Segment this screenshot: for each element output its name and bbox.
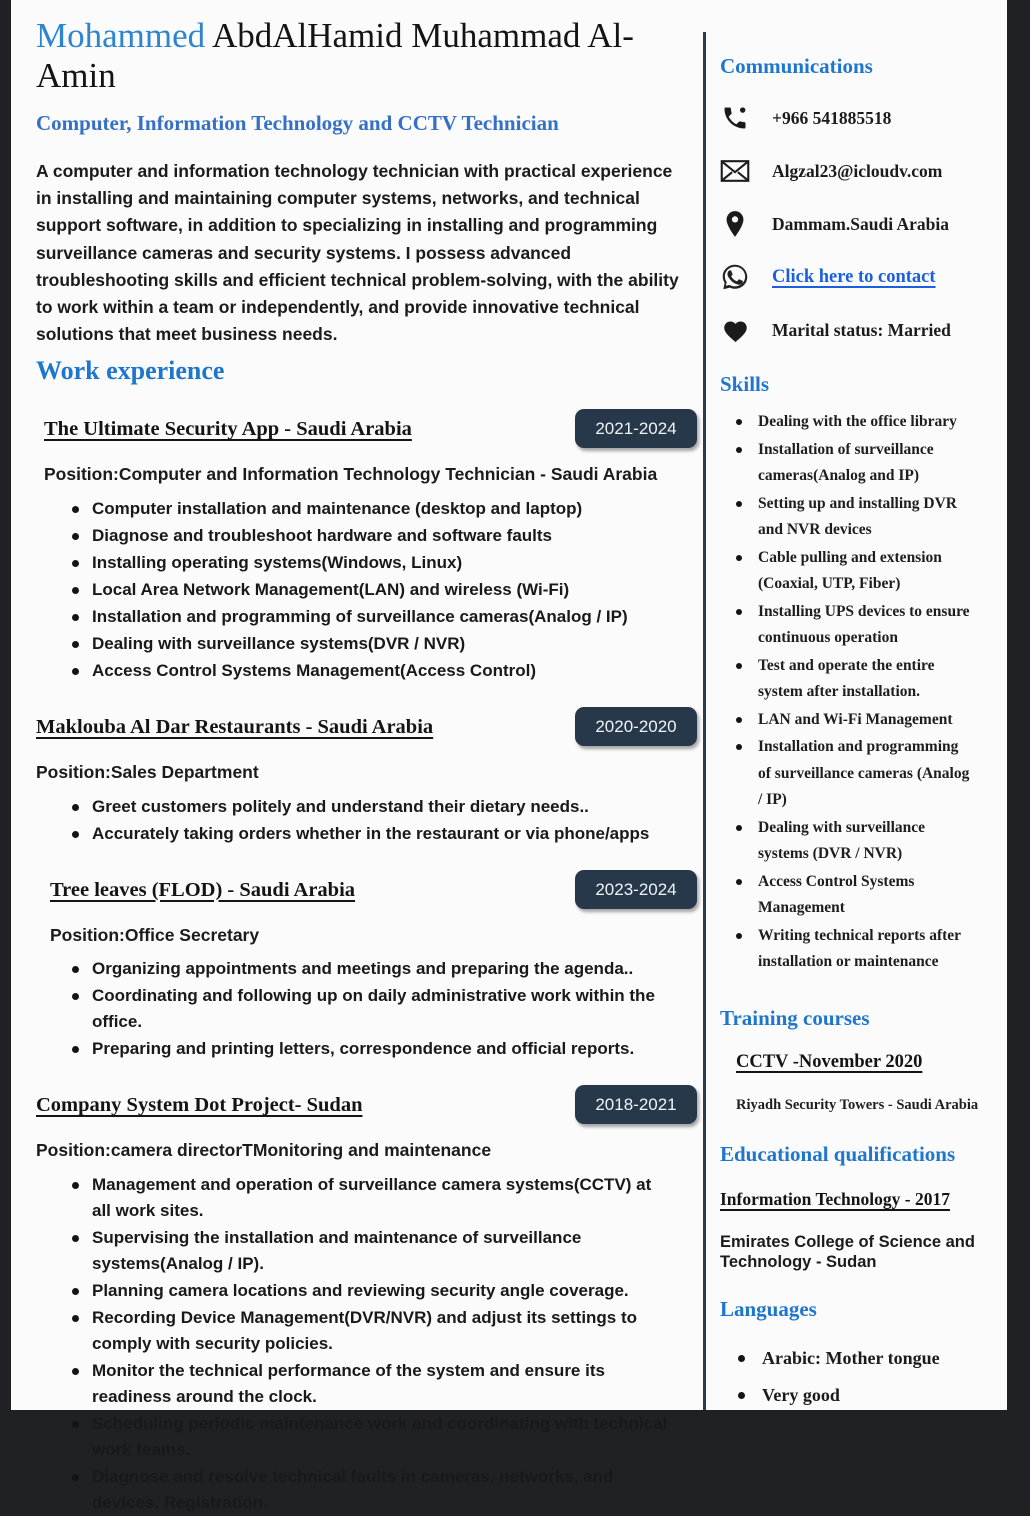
job-header <box>36 870 697 909</box>
contact-row-phone <box>720 104 982 132</box>
name-heading <box>36 16 697 96</box>
job-period-badge: 2018-2021 <box>575 1085 697 1124</box>
job-entry <box>36 707 697 847</box>
sidebar <box>703 32 1030 1410</box>
contact-row-location <box>720 210 982 238</box>
skill-item: Setting up and installing DVR and NVR devices <box>734 491 972 544</box>
job-bullet: Computer installation and maintenance (desktop and laptop) <box>64 496 674 522</box>
skill-item: Dealing with the office library <box>734 409 972 436</box>
skill-item: Installation of surveillance cameras(Analog and IP) <box>734 437 972 490</box>
job-position: Position:Office Secretary <box>50 924 260 945</box>
course-title: CCTV -November 2020 <box>736 1051 923 1072</box>
skill-item: Access Control Systems Management <box>734 869 972 922</box>
job-bullet: Greet customers politely and understand their dietary needs.. <box>64 794 674 820</box>
phone-number: +966 541885518 <box>772 107 892 128</box>
job-bullet: Diagnose and resolve technical faults in cameras, networks, and devices. Registration. <box>64 1464 674 1516</box>
education-heading: Educational qualifications <box>720 1141 956 1166</box>
professional-summary: A computer and information technology technician with practical experience in installing and maintaining computer systems, networks, and technical support software, in addition to specializing in installing and programming surveillance cameras and security systems. I possess advanced troubleshooting skills and efficient technical problem-solving, with the ability to work within a team or independently, and provide innovative technical solutions that meet business needs. <box>36 161 679 345</box>
course-provider: Riyadh Security Towers - Saudi Arabia <box>736 1096 979 1113</box>
email-address: Algzal23@icloudv.com <box>772 160 943 181</box>
skills-heading: Skills <box>720 372 770 396</box>
job-title: Maklouba Al Dar Restaurants - Saudi Arabia <box>36 716 434 739</box>
job-title: The Ultimate Security App - Saudi Arabia <box>44 418 412 441</box>
language-item: Very good <box>736 1383 982 1407</box>
skill-item: Dealing with surveillance systems (DVR / NVR) <box>734 815 972 868</box>
job-bullet: Supervising the installation and maintenance of surveillance systems(Analog / IP). <box>64 1225 674 1277</box>
job-period-badge: 2020-2020 <box>575 707 697 746</box>
job-bullet: Local Area Network Management(LAN) and wireless (Wi-Fi) <box>64 577 674 603</box>
heart-icon <box>720 318 750 343</box>
last-names: AbdAlHamid Muhammad Al-Amin <box>36 16 634 95</box>
job-bullet-list <box>36 956 697 1062</box>
job-bullet-list <box>36 1172 697 1516</box>
job-title: Tree leaves (FLOD) - Saudi Arabia <box>50 878 356 901</box>
job-bullet: Management and operation of surveillance camera systems(CCTV) at all work sites. <box>64 1172 674 1224</box>
job-position: Position:camera directorTMonitoring and maintenance <box>36 1140 492 1161</box>
job-bullet: Installation and programming of surveillance cameras(Analog / IP) <box>64 604 674 630</box>
location-pin-icon <box>720 210 750 238</box>
job-entry <box>36 870 697 1063</box>
skill-item: Writing technical reports after installation or maintenance <box>734 923 972 976</box>
job-bullet-list <box>36 794 697 847</box>
main-column <box>11 0 703 1512</box>
training-courses-heading: Training courses <box>720 1005 870 1030</box>
location-text: Dammam.Saudi Arabia <box>772 213 949 234</box>
skills-list <box>720 409 982 976</box>
job-bullet: Accurately taking orders whether in the restaurant or via phone/apps <box>64 821 674 847</box>
communications-heading: Communications <box>720 54 873 78</box>
job-bullet-list <box>36 496 697 684</box>
languages-heading: Languages <box>720 1296 817 1321</box>
job-header <box>36 1085 697 1124</box>
whatsapp-icon <box>720 263 750 291</box>
whatsapp-contact-link[interactable]: Click here to contact <box>772 266 936 287</box>
contact-list <box>720 104 982 344</box>
work-experience-heading: Work experience <box>36 356 225 386</box>
languages-list <box>720 1346 982 1407</box>
job-entry <box>36 409 697 684</box>
first-name: Mohammed <box>36 16 206 55</box>
job-bullet: Organizing appointments and meetings and preparing the agenda.. <box>64 956 674 982</box>
job-period-badge: 2021-2024 <box>575 409 697 448</box>
contact-row-email <box>720 157 982 185</box>
skill-item: Cable pulling and extension (Coaxial, UTP, Fiber) <box>734 545 972 598</box>
contact-row-whatsapp <box>720 263 982 291</box>
skill-item: Test and operate the entire system after installation. <box>734 653 972 706</box>
institution-name: Emirates College of Science and Technology - Sudan <box>720 1232 975 1272</box>
job-bullet: Dealing with surveillance systems(DVR / NVR) <box>64 631 674 657</box>
skill-item: Installation and programming of surveillance cameras (Analog / IP) <box>734 734 972 814</box>
email-icon <box>720 159 750 183</box>
skill-item: Installing UPS devices to ensure continuous operation <box>734 599 972 652</box>
job-bullet: Planning camera locations and reviewing security angle coverage. <box>64 1278 674 1304</box>
phone-icon <box>720 104 750 132</box>
job-entry <box>36 1085 697 1516</box>
job-bullet: Scheduling periodic maintenance work and coordinating with technical work teams. <box>64 1411 674 1463</box>
job-bullet: Recording Device Management(DVR/NVR) and adjust its settings to comply with security policies. <box>64 1305 674 1357</box>
job-position: Position:Computer and Information Technology Technician - Saudi Arabia <box>44 464 658 485</box>
resume-page <box>11 0 1007 1512</box>
job-header <box>36 707 697 746</box>
contact-row-marital <box>720 316 982 344</box>
degree-title: Information Technology - 2017 <box>720 1188 950 1209</box>
job-bullet: Coordinating and following up on daily administrative work within the office. <box>64 983 674 1035</box>
marital-status-text: Marital status: Married <box>772 319 951 340</box>
job-position: Position:Sales Department <box>36 762 259 783</box>
job-header <box>36 409 697 448</box>
job-bullet: Diagnose and troubleshoot hardware and software faults <box>64 523 674 549</box>
job-bullet: Preparing and printing letters, correspondence and official reports. <box>64 1036 674 1062</box>
role-subtitle: Computer, Information Technology and CCTV Technician <box>36 111 559 135</box>
job-bullet: Installing operating systems(Windows, Linux) <box>64 550 674 576</box>
job-period-badge: 2023-2024 <box>575 870 697 909</box>
job-bullet: Access Control Systems Management(Access Control) <box>64 658 674 684</box>
skill-item: LAN and Wi-Fi Management <box>734 707 972 734</box>
job-title: Company System Dot Project- Sudan <box>36 1094 363 1117</box>
language-item: Arabic: Mother tongue <box>736 1346 982 1370</box>
job-bullet: Monitor the technical performance of the system and ensure its readiness around the clock. <box>64 1358 674 1410</box>
